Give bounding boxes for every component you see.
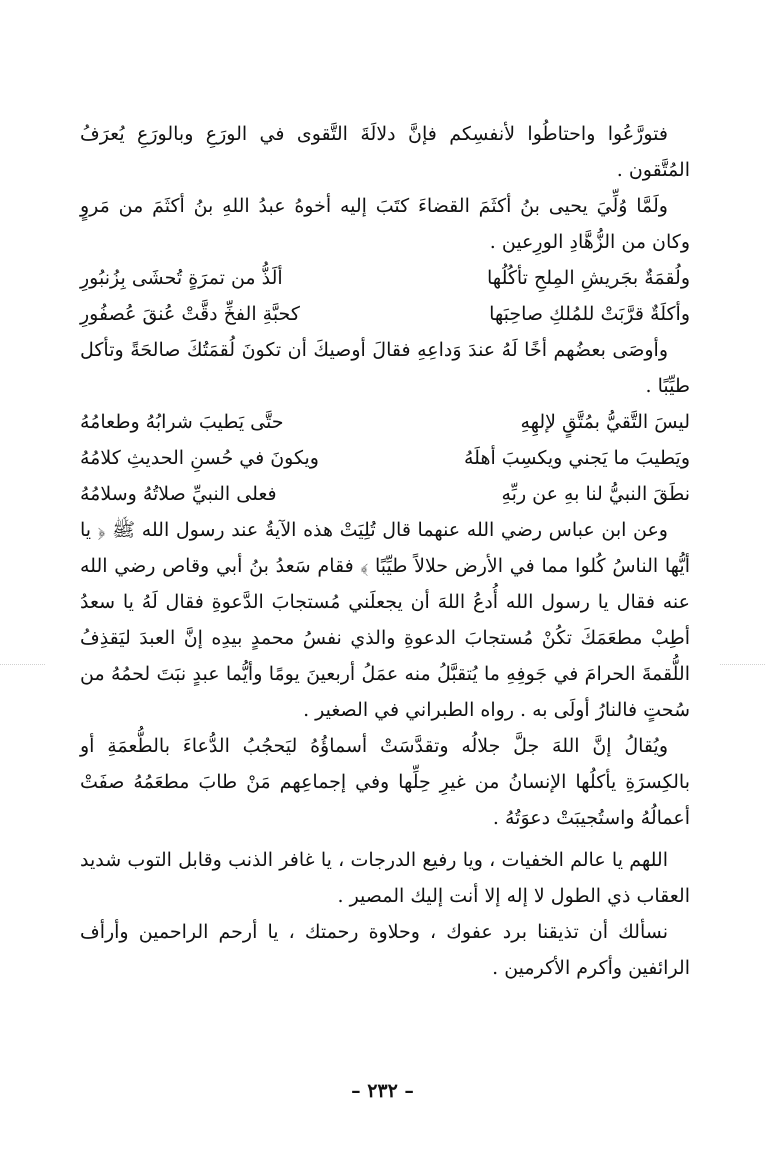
page-body xyxy=(80,116,690,986)
scan-edge-mark xyxy=(720,664,765,665)
verse-first-hemistich: نطَقَ النبيُّ لنا بهِ عن ربِّهِ xyxy=(501,483,690,505)
poem-verse xyxy=(80,404,690,440)
verse-second-hemistich: فعلى النبيِّ صلاتُهُ وسلامُهُ xyxy=(80,483,277,505)
paragraph-supplication-1: اللهم يا عالم الخفيات ، ويا رفيع الدرجات ، يا غافر الذنب وقابل التوب شديد العقاب ذي الطول لا إله إلا أنت إليك المصير . xyxy=(80,849,690,907)
paragraph-dua-veil: ويُقالُ إنَّ اللهَ جلَّ جلالُه وتقدَّسَتْ أسماؤُهُ ليَحجُبُ الدُّعاءَ بالطُّعمَةِ أو بالكِسرَةِ يأكلُها الإنسانُ من غيرِ حِلِّها وفي إجماعِهم مَنْ طابَ مطعَمُهُ صفَتْ أعمالُهُ واستُجيبَتْ دعوَتُهُ . xyxy=(80,735,690,829)
poem-verse xyxy=(80,440,690,476)
poem-verse xyxy=(80,260,690,296)
verse-second-hemistich: كحبَّةِ الفخِّ دقَّتْ عُنقَ عُصفُورِ xyxy=(80,303,300,325)
paragraph-advice: وأوصَى بعضُهم أخًا لَهُ عندَ وَداعِهِ فقالَ أوصيكَ أن تكونَ لُقمَتُكَ صالحَةً وتأكل طيِّبًا . xyxy=(80,339,690,397)
verse-first-hemistich: ليسَ التَّقيُّ بمُتَّقٍ لإلهِهِ xyxy=(520,411,690,433)
verse-second-hemistich: حتَّى يَطيبَ شرابُهُ وطعامُهُ xyxy=(80,411,284,433)
poem-verse xyxy=(80,296,690,332)
paragraph-supplication-2: نسألك أن تذيقنا برد عفوك ، وحلاوة رحمتك ، يا أرحم الراحمين وأرأف الرائفين وأكرم الأكرمين . xyxy=(80,921,690,979)
paragraph-yahya-ibn-aktham: ولَمَّا وُلِّيَ يحيى بنُ أكثَمَ القضاءَ كتَبَ إليه أخوهُ عبدُ اللهِ بنُ أكثَمَ من مَروٍ وكان من الزُّهَّادِ الورِعين . xyxy=(80,195,690,253)
paragraph-hadith-saad: وعن ابن عباس رضي الله عنهما قال تُلِيَتْ هذه الآيةُ عند رسول الله ﷺ ﴿ يا أيُّها الناسُ كُلوا مما في الأرض حلالاً طيِّبًا ﴾ فقام سَعدُ بنُ أبي وقاص رضي الله عنه فقال يا رسول الله أُدعُ اللهَ أن يجعلَني مُستجابَ الدَّعوةِ فقال لَهُ يا سعدُ أطِبْ مطعَمَكَ تكُنْ مُستجابَ الدعوةِ والذي نفسُ محمدٍ بيدِه إنَّ العبدَ ليَقذِفُ اللُّقمةَ الحرامَ في جَوفِهِ ما يُتقبَّلُ منه عمَلُ أربعينَ يومًا وأيُّما عبدٍ نبَتَ لحمُهُ من سُحتٍ فالنارُ أولَى به . رواه الطبراني في الصغير . xyxy=(80,519,690,721)
verse-first-hemistich: وأكلَةٌ قرَّبَتْ للمُلكِ صاحِبَها xyxy=(489,303,690,325)
poem-taqiy xyxy=(80,404,690,512)
poem-verse xyxy=(80,476,690,512)
verse-first-hemistich: ولُقمَةٌ بجَريشِ المِلحِ تأكُلُها xyxy=(487,267,690,289)
page-number: – ٢٣٢ – xyxy=(351,1080,414,1102)
verse-second-hemistich: ويكونَ في حُسنِ الحديثِ كلامُهُ xyxy=(80,447,319,469)
verse-first-hemistich: ويَطيبَ ما يَجني ويكسِبَ أهلَهُ xyxy=(463,447,690,469)
verse-second-hemistich: ألَذُّ من تمرَةٍ تُحشَى بِزُنبُورِ xyxy=(80,267,283,289)
scan-edge-mark xyxy=(0,664,45,665)
poem-luqma xyxy=(80,260,690,332)
paragraph-wara: فتورَّعُوا واحتاطُوا لأنفسِكم فإنَّ دلالَةَ التَّقوى في الورَعِ وبالورَعِ يُعرَفُ المُتَّقون . xyxy=(80,123,690,181)
